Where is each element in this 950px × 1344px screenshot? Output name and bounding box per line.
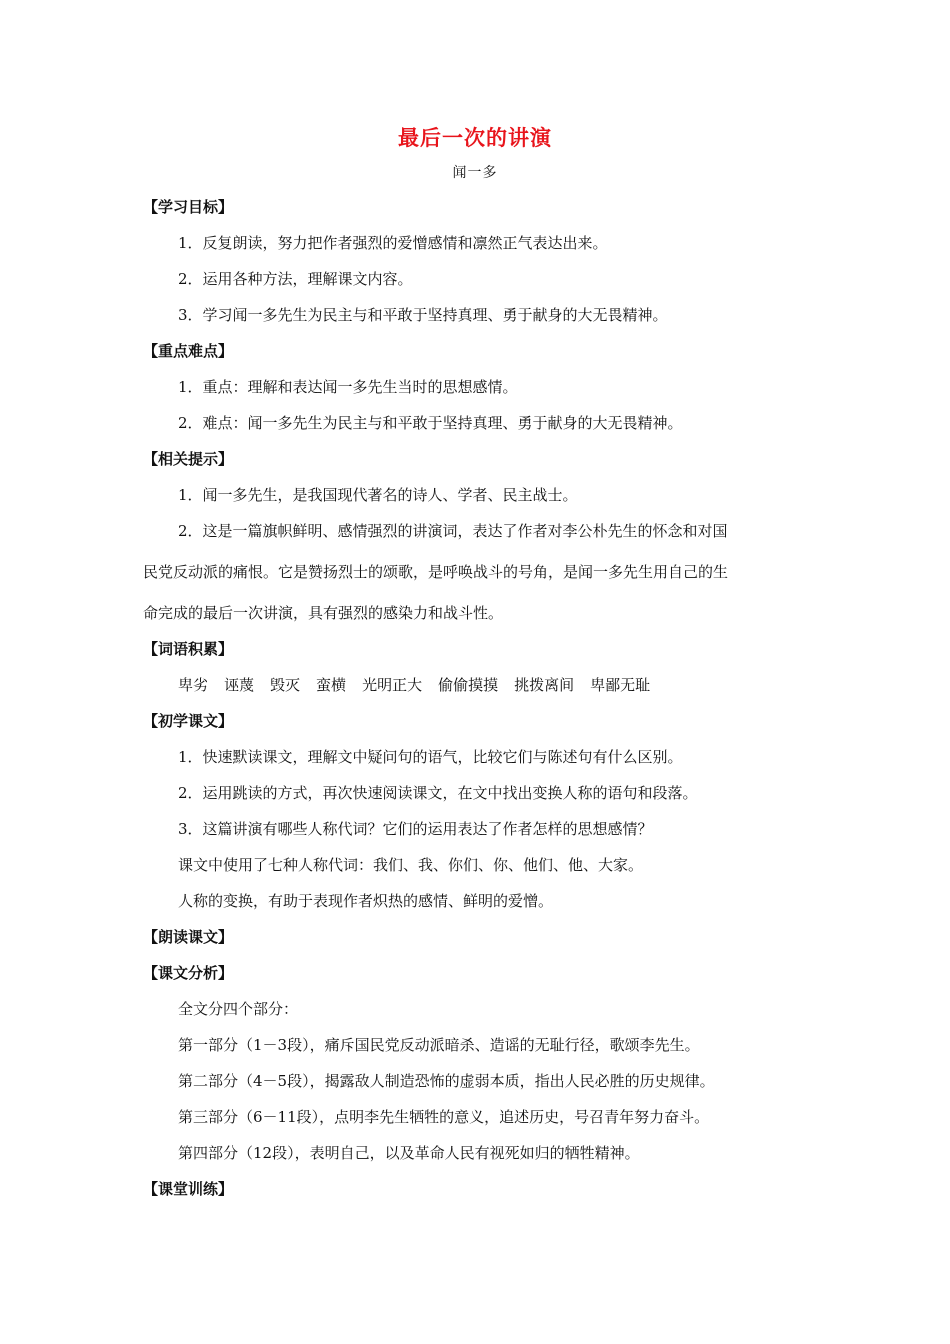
section-heading-key-points: 【重点难点】 [143,342,234,360]
key-item: 1．重点：理解和表达闻一多先生当时的思想感情。 [178,378,518,396]
section-heading-read-aloud: 【朗读课文】 [143,928,234,946]
vocab-word: 卑劣 [178,676,209,694]
goal-item: 1．反复朗读，努力把作者强烈的爱憎感情和凛然正气表达出来。 [178,234,608,252]
section-heading-analysis: 【课文分析】 [143,964,234,982]
analysis-item: 全文分四个部分： [178,1000,299,1018]
key-item: 2．难点：闻一多先生为民主与和平敢于坚持真理、勇于献身的大无畏精神。 [178,414,683,432]
vocabulary-list [178,675,666,695]
vocab-word: 毁灭 [270,676,301,694]
section-heading-goals: 【学习目标】 [143,198,234,216]
hint-paragraph-line: 民党反动派的痛恨。它是赞扬烈士的颂歌，是呼唤战斗的号角，是闻一多先生用自己的生 [143,563,729,581]
document-title: 最后一次的讲演 [398,126,552,150]
goal-item: 2．运用各种方法，理解课文内容。 [178,270,413,288]
first-read-item: 3．这篇讲演有哪些人称代词？它们的运用表达了作者怎样的思想感情？ [178,820,653,838]
vocab-word: 诬蔑 [224,676,255,694]
first-read-item: 课文中使用了七种人称代词：我们、我、你们、你、他们、他、大家。 [178,856,644,874]
analysis-item: 第二部分（4－5段），揭露敌人制造恐怖的虚弱本质，指出人民必胜的历史规律。 [178,1072,715,1090]
section-heading-hints: 【相关提示】 [143,450,234,468]
vocab-word: 蛮横 [316,676,347,694]
document-author: 闻一多 [452,165,498,181]
hint-paragraph-line: 2．这是一篇旗帜鲜明、感情强烈的讲演词，表达了作者对李公朴先生的怀念和对国 [178,522,728,540]
first-read-item: 2．运用跳读的方式，再次快速阅读课文，在文中找出变换人称的语句和段落。 [178,784,698,802]
section-heading-practice: 【课堂训练】 [143,1180,234,1198]
section-heading-vocabulary: 【词语积累】 [143,640,234,658]
analysis-item: 第三部分（6－11段），点明李先生牺牲的意义，追述历史，号召青年努力奋斗。 [178,1108,710,1126]
analysis-item: 第四部分（12段），表明自己，以及革命人民有视死如归的牺牲精神。 [178,1144,640,1162]
hint-paragraph-line: 命完成的最后一次讲演，具有强烈的感染力和战斗性。 [143,604,504,622]
vocab-word: 卑鄙无耻 [590,676,651,694]
first-read-item: 1．快速默读课文，理解文中疑问句的语气，比较它们与陈述句有什么区别。 [178,748,683,766]
goal-item: 3．学习闻一多先生为民主与和平敢于坚持真理、勇于献身的大无畏精神。 [178,306,668,324]
section-heading-first-read: 【初学课文】 [143,712,234,730]
vocab-word: 偷偷摸摸 [438,676,499,694]
first-read-item: 人称的变换，有助于表现作者炽热的感情、鲜明的爱憎。 [178,892,554,910]
vocab-word: 挑拨离间 [514,676,575,694]
hint-item: 1．闻一多先生，是我国现代著名的诗人、学者、民主战士。 [178,486,578,504]
analysis-item: 第一部分（1－3段），痛斥国民党反动派暗杀、造谣的无耻行径，歌颂李先生。 [178,1036,700,1054]
vocab-word: 光明正大 [362,676,423,694]
